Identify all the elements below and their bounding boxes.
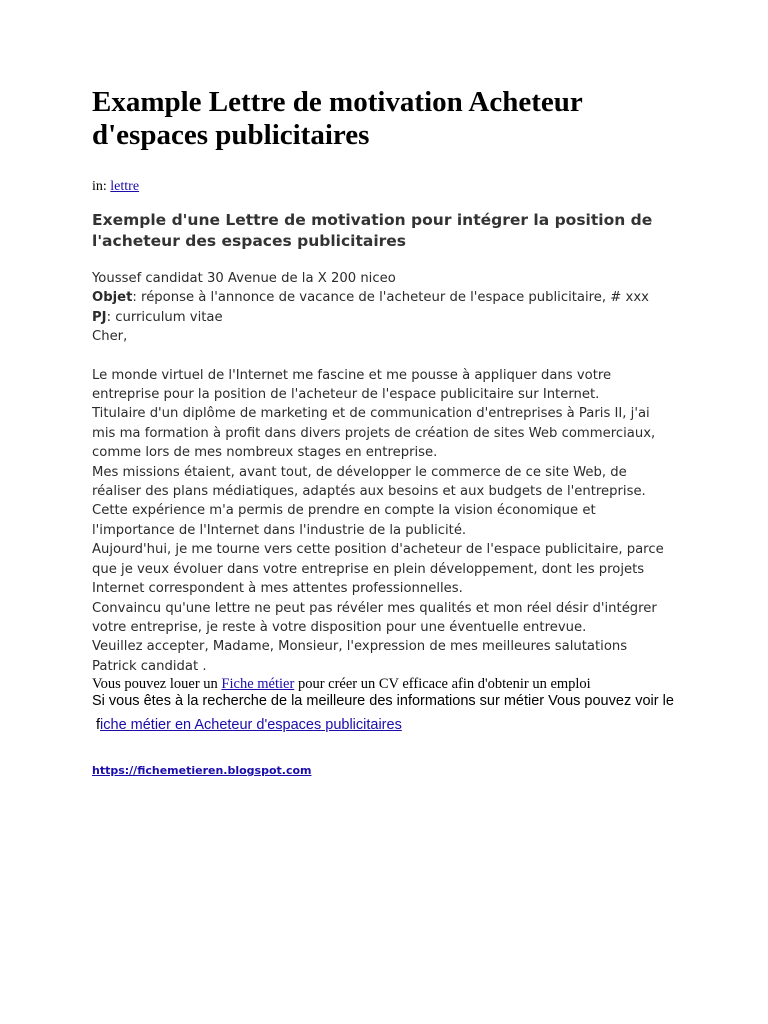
letter-line: comme lors de mes nombreux stages en entreprise. [92,445,438,461]
letter-line: mis ma formation à profit dans divers projets de création de sites Web commerciaux, [92,425,656,441]
letter-header [92,269,692,347]
letter-line: entreprise pour la position de l'acheteur de l'espace publicitaire sur Internet. [92,387,600,403]
cta-before: Vous pouvez louer un [92,676,222,693]
page-title: Example Lettre de motivation Acheteur d'espaces publicitaires [92,86,583,151]
letter-body [92,366,692,677]
letter-line: Patrick candidat . [92,658,207,674]
category-line [92,179,692,195]
letter-line: Aujourd'hui, je me tourne vers cette position d'acheteur de l'espace publicitaire, parce [92,542,664,558]
letter-line: l'importance de l'Internet dans l'industrie de la publicité. [92,522,467,538]
letter-line: réaliser des plans médiatiques, adaptés aux besoins et aux budgets de l'entreprise. [92,484,646,500]
cta-after: pour créer un CV efficace afin d'obtenir un emploi [294,676,591,693]
letter-line: Titulaire d'un diplôme de marketing et de communication d'entreprises à Paris II, j'ai [92,406,650,422]
document-page [92,86,692,777]
fiche-metier-link[interactable]: Fiche métier [221,676,295,693]
fiche-link-prefix: f [96,717,101,734]
category-link[interactable]: lettre [110,179,140,194]
article-subtitle: Exemple d'une Lettre de motivation pour intégrer la position de l'acheteur des espaces publicitaires [92,211,653,250]
blog-url-line [92,764,692,777]
pj-text: : curriculum vitae [106,309,223,325]
sender-line: Youssef candidat 30 Avenue de la X 200 niceo [92,271,396,286]
letter-line: votre entreprise, je reste à votre disposition pour une éventuelle entrevue. [92,619,587,635]
letter-line: que je veux évoluer dans votre entreprise en plein développement, dont les projets [92,561,645,577]
category-prefix: in: [92,179,107,194]
cta-line [92,676,692,693]
letter-line: Le monde virtuel de l'Internet me fascine et me pousse à appliquer dans votre [92,367,612,383]
fiche-link-line [92,717,692,733]
objet-line [92,288,692,307]
letter-line: Internet correspondent à mes attentes professionnelles. [92,581,463,597]
letter-line: Veuillez accepter, Madame, Monsieur, l'expression de mes meilleures salutations [92,639,628,655]
letter-line: Convaincu qu'une lettre ne peut pas révéler mes qualités et mon réel désir d'intégrer [92,600,657,616]
objet-label: Objet [92,290,133,306]
objet-text: : réponse à l'annonce de vacance de l'acheteur de l'espace publicitaire, # xxx [132,290,649,306]
blog-url-link[interactable]: https://fichemetieren.blogspot.com [92,764,312,778]
fiche-metier-acheteur-link[interactable]: iche métier en Acheteur d'espaces publicitaires [100,717,402,734]
letter-line: Cette expérience m'a permis de prendre en compte la vision économique et [92,503,596,519]
pj-label: PJ [92,309,107,325]
info-text: Si vous êtes à la recherche de la meilleure des informations sur métier Vous pouvez voir le [92,693,674,710]
letter-line: Mes missions étaient, avant tout, de développer le commerce de ce site Web, de [92,464,627,480]
pj-line [92,308,692,327]
salutation-line: Cher, [92,329,128,345]
